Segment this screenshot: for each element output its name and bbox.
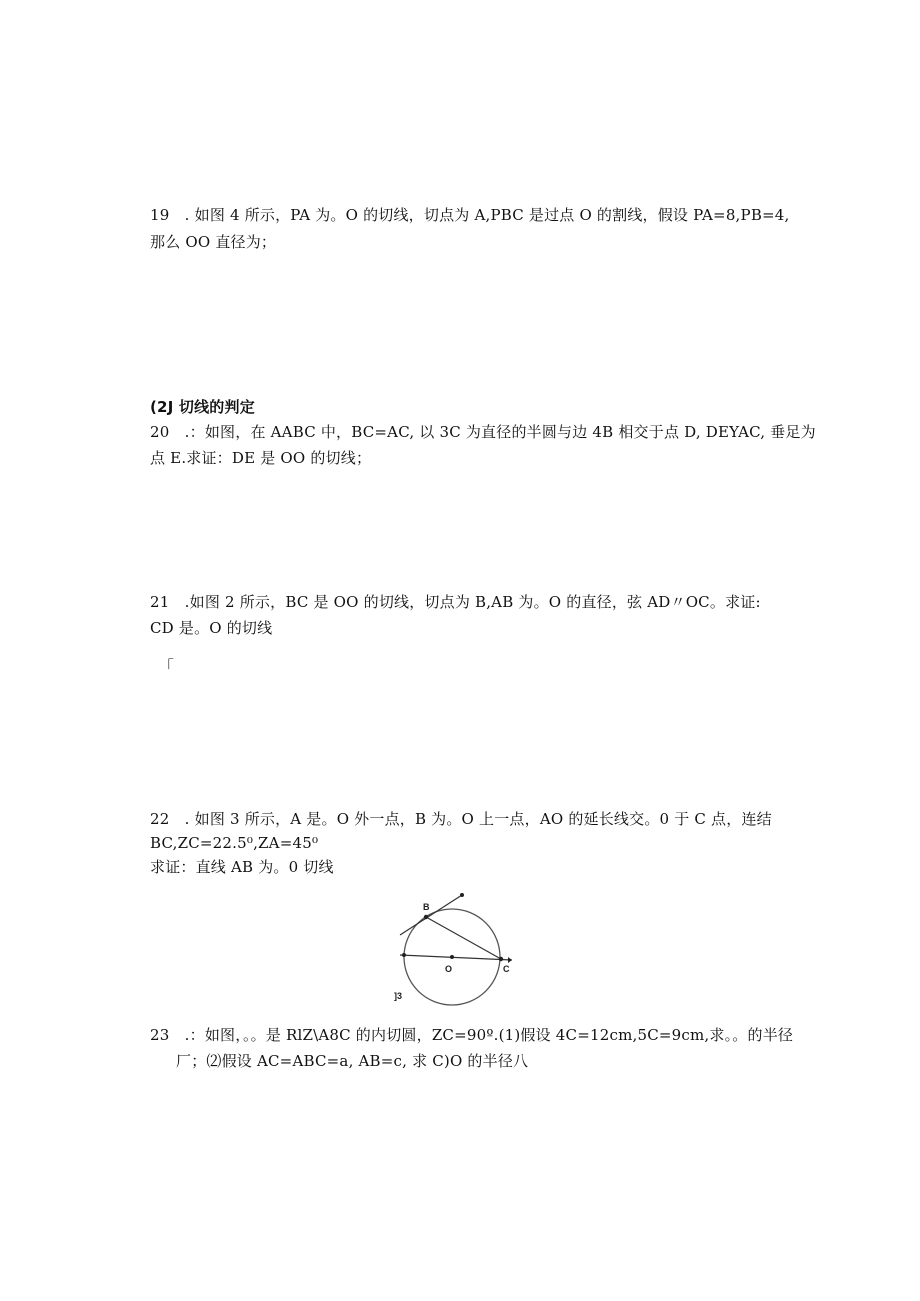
question-19-line-1: 19 . 如图 4 所示，PA 为。O 的切线，切点为 A,PBC 是过点 O 的割线，假设 PA=8,PB=4, [150,206,790,224]
question-23-line-1: 23 .：如图，。。是 RlZ\A8C 的内切圆，ZC=90º.(1)假设 4C=12cm,5C=9cm,求。。的半径 [150,1026,794,1044]
point-o [450,955,454,959]
label-o: O [445,964,453,974]
question-20-line-2: 点 E.求证：DE 是 OO 的切线； [150,449,372,467]
point-b [424,915,428,919]
chord-bc [426,917,501,959]
figure-caption: ]3 [394,991,403,1001]
question-22-line-3: 求证：直线 AB 为。0 切线 [150,858,334,876]
figure-3-circle-tangent-diagram [388,888,523,1008]
question-19-line-2: 那么 OO 直径为； [150,233,277,251]
point-end-tangent [460,893,464,897]
section-heading-tangent-determination: (2J 切线的判定 [150,398,255,416]
tangent-line-ab [400,895,462,935]
point-a [402,953,406,957]
question-22-line-1: 22 . 如图 3 所示，A 是。O 外一点，B 为。O 上一点，AO 的延长线交。0 于 C 点，连结 [150,810,772,828]
arrow-tip-icon [508,957,512,963]
question-22-line-2: BC,ZC=22.5⁰,ZA=45⁰ [150,834,319,852]
label-b: B [423,902,430,912]
question-23-line-2: 厂；⑵假设 AC=ABC=a, AB=c, 求 C)O 的半径八 [176,1052,529,1070]
label-c: C [503,964,510,974]
point-c [499,957,503,961]
corner-bracket-mark: 「 [158,657,175,676]
question-20-line-1: 20 .：如图，在 AABC 中，BC=AC, 以 3C 为直径的半圆与边 4B 相交于点 D, DEYAC, 垂足为 [150,423,816,441]
question-21-line-2: CD 是。O 的切线 [150,619,273,637]
question-21-line-1: 21 .如图 2 所示，BC 是 OO 的切线，切点为 B,AB 为。O 的直径，弦 AD〃OC。求证: [150,593,761,611]
